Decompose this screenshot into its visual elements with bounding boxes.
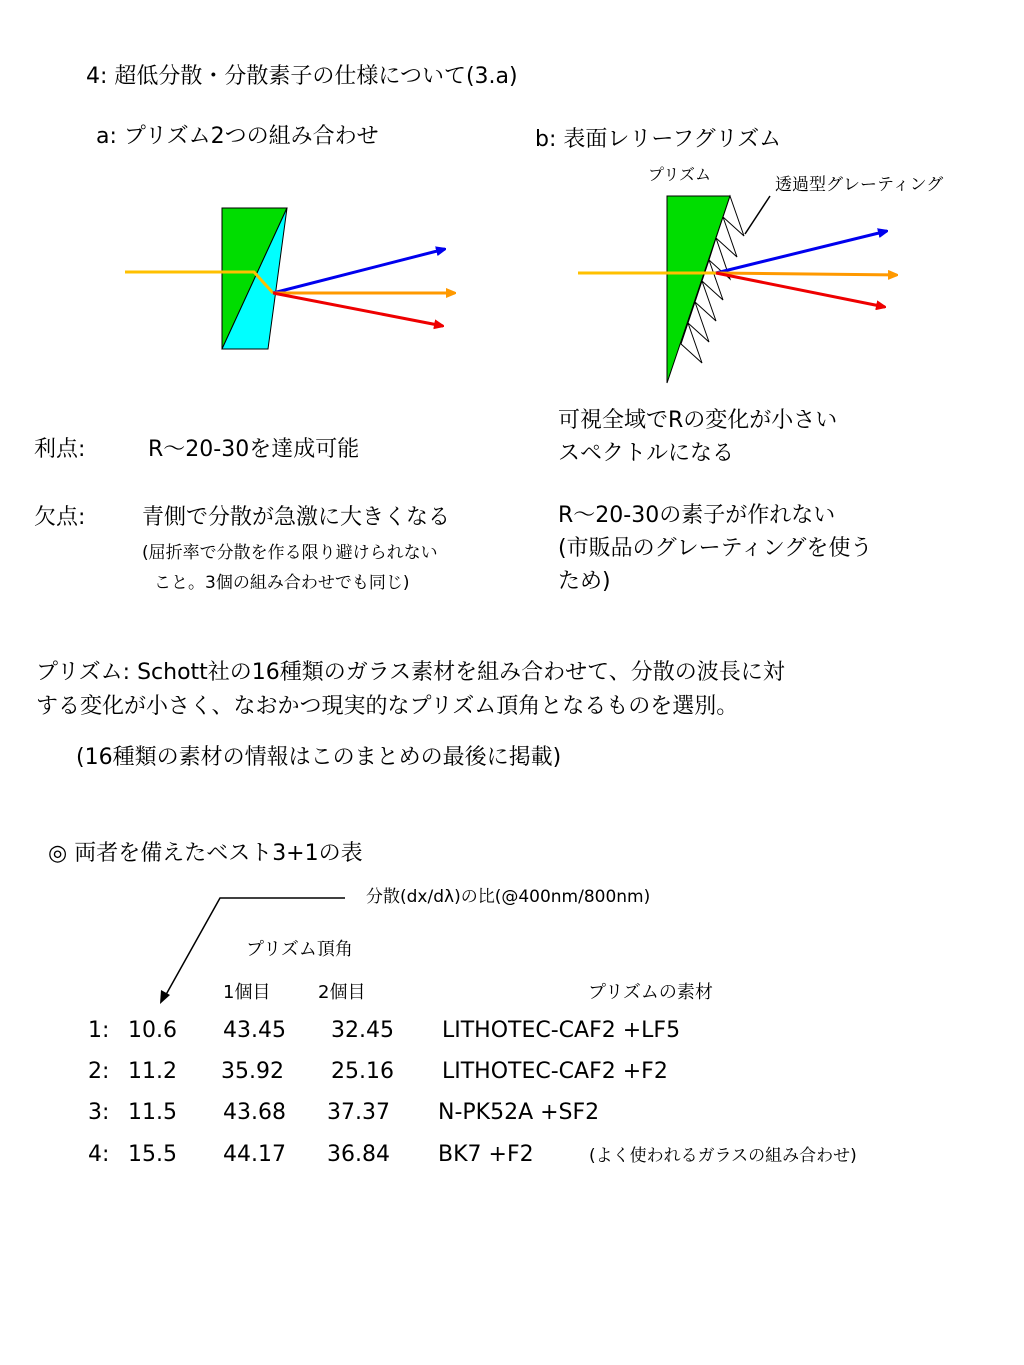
grism-pros-1: 可視全域でRの変化が小さい <box>558 408 838 433</box>
row-material: BK7 +F2 <box>438 1142 534 1167</box>
grism-cons-1: R～20-30の素子が作れない <box>558 503 836 528</box>
grism-pros-2: スペクトルになる <box>558 441 735 466</box>
prism-label: プリズム <box>648 165 712 184</box>
col-header-material: プリズムの素材 <box>588 982 713 1003</box>
cons-note-1: (屈折率で分散を作る限り避けられない <box>142 543 438 563</box>
row-material: N-PK52A +SF2 <box>438 1100 600 1125</box>
row-index: 1: <box>88 1018 110 1043</box>
row-index: 3: <box>88 1100 110 1125</box>
pros-label: 利点: <box>34 437 86 462</box>
cons-label: 欠点: <box>34 505 86 530</box>
red-ray <box>273 293 443 326</box>
row-angle-2: 36.84 <box>327 1142 390 1167</box>
row-angle-1: 44.17 <box>223 1142 286 1167</box>
row-ratio: 10.6 <box>128 1018 177 1043</box>
row-material: LITHOTEC-CAF2 +LF5 <box>442 1018 681 1043</box>
pros-text: R～20-30を達成可能 <box>148 437 360 462</box>
row-material: LITHOTEC-CAF2 +F2 <box>442 1059 668 1084</box>
row-angle-2: 25.16 <box>331 1059 394 1084</box>
row-ratio: 11.2 <box>128 1059 177 1084</box>
grating-pointer-line <box>745 196 770 234</box>
table-title: ◎ 両者を備えたベスト3+1の表 <box>48 841 363 866</box>
row-angle-2: 37.37 <box>327 1100 390 1125</box>
grism-red-ray <box>716 273 885 307</box>
prism-para-line3: (16種類の素材の情報はこのまとめの最後に掲載) <box>76 745 562 770</box>
grism-orange-ray <box>716 273 897 275</box>
row-angle-2: 32.45 <box>331 1018 394 1043</box>
grism-cons-3: ため) <box>558 569 611 594</box>
dispersion-label: 分散(dx/dλ)の比(@400nm/800nm) <box>366 887 651 907</box>
grism-diagram <box>578 196 897 383</box>
cons-note-2: こと。3個の組み合わせでも同じ) <box>154 573 410 593</box>
prism-para-line1: プリズム: Schott社の16種類のガラス素材を組み合わせて、分散の波長に対 <box>36 660 785 685</box>
col-header-2: 2個目 <box>318 982 366 1003</box>
cons-text: 青側で分散が急激に大きくなる <box>142 505 451 530</box>
section-a-title: a: プリズム2つの組み合わせ <box>96 124 379 149</box>
row-ratio: 15.5 <box>128 1142 177 1167</box>
double-prism-diagram <box>125 208 455 349</box>
row-note: (よく使われるガラスの組み合わせ) <box>589 1146 857 1166</box>
blue-ray <box>273 249 445 293</box>
row-angle-1: 43.68 <box>223 1100 286 1125</box>
row-ratio: 11.5 <box>128 1100 177 1125</box>
grism-blue-ray <box>716 231 887 273</box>
prism-para-line2: する変化が小さく、なおかつ現実的なプリズム頂角となるものを選別。 <box>36 694 739 719</box>
row-angle-1: 43.45 <box>223 1018 286 1043</box>
row-angle-1: 35.92 <box>221 1059 284 1084</box>
col-header-1: 1個目 <box>223 982 271 1003</box>
row-index: 2: <box>88 1059 110 1084</box>
grating-label: 透過型グレーティング <box>775 175 944 195</box>
section-b-title: b: 表面レリーフグリズム <box>535 127 782 152</box>
grism-cons-2: (市販品のグレーティングを使う <box>558 536 873 561</box>
page-title: 4: 超低分散・分散素子の仕様について(3.a) <box>86 64 518 89</box>
apex-angle-label: プリズム頂角 <box>246 939 353 960</box>
row-index: 4: <box>88 1142 110 1167</box>
